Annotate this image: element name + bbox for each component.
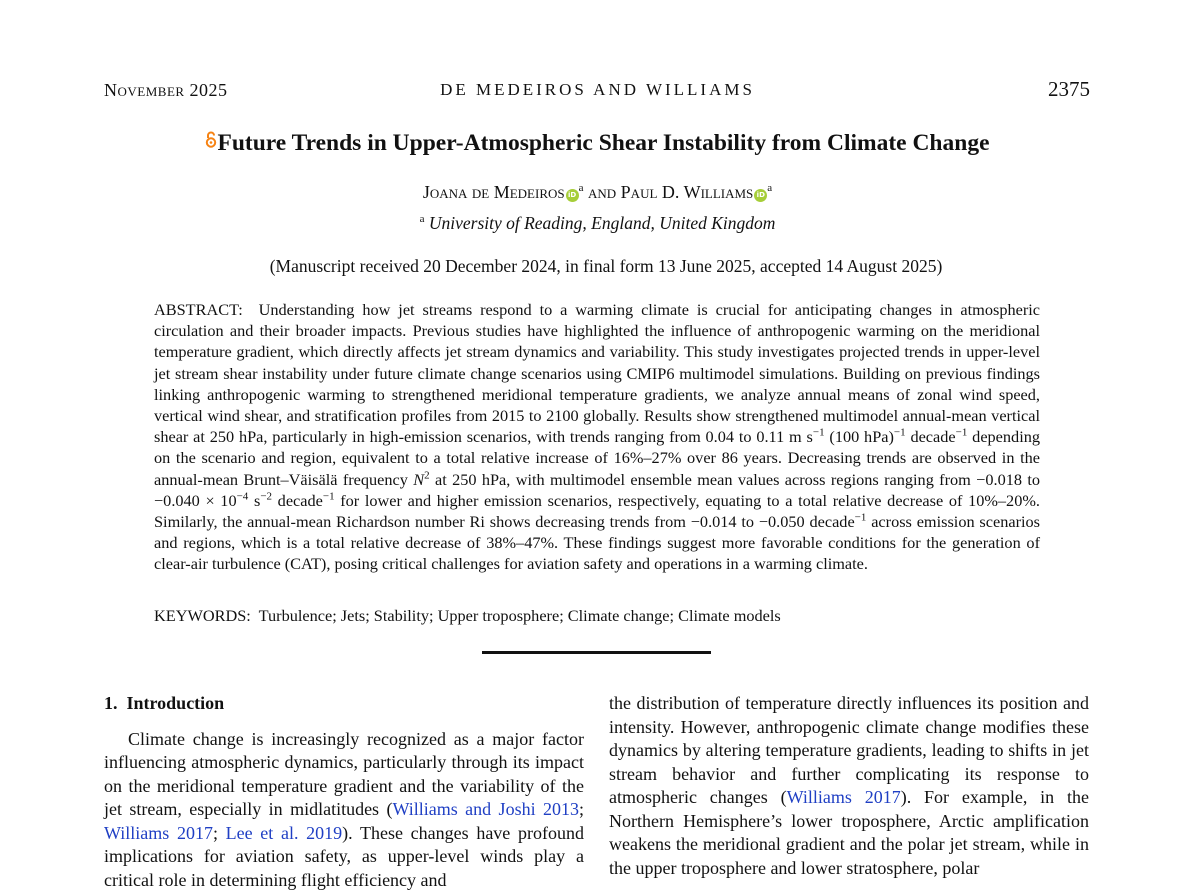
abstract xyxy=(154,299,1040,575)
abstract-text: for lower and higher emission scenarios, respectively, equating to a total relative decrease of 10%–20%. Similarly, the annual-mean Richardson number Ri shows decreasing trends from −0.014 to −0.050 decade xyxy=(154,491,1040,531)
abstract-text: decade xyxy=(272,491,323,510)
body-column-right xyxy=(609,692,1089,880)
page-number: 2375 xyxy=(1048,77,1090,102)
superscript: −2 xyxy=(260,490,272,502)
superscript: −4 xyxy=(237,490,249,502)
body-text: the distribution of temperature directly influences its position and intensity. However, anthropogenic climate change modifies these dynamics by altering temperature gradients, leading to shifts in jet stream behavior and further complicating its response to atmospheric changes ( xyxy=(609,693,1089,807)
superscript: 2 xyxy=(424,469,430,481)
paper-title-text: Future Trends in Upper-Atmospheric Shear Instability from Climate Change xyxy=(217,130,989,156)
author-name: Joana de Medeiros xyxy=(423,182,565,202)
section-title: Introduction xyxy=(127,693,225,713)
author-affiliation-mark: a xyxy=(767,182,772,194)
author-connector: and xyxy=(588,182,616,202)
affiliation-mark: a xyxy=(420,213,425,225)
manuscript-dates: (Manuscript received 20 December 2024, in final form 13 June 2025, accepted 14 August 2025) xyxy=(0,256,1200,277)
abstract-text: Understanding how jet streams respond to a warming climate is crucial for anticipating changes in atmospheric circulation and their broader impacts. Previous studies have highlighted the influence of anthropogenic warming on the meridional temperature gradient, which directly affects jet stream dynamics and variability. This study investigates projected trends in upper-level jet stream shear instability under future climate change scenarios using CMIP6 multimodel simulations. Building on previous findings linking anthropogenic warming to strengthened meridional temperature gradients, we analyze annual means of zonal wind speed, vertical wind shear, and stratification profiles from 2015 to 2100 globally. Results show strengthened multimodel annual-mean vertical shear at 250 hPa, particularly in high-emission scenarios, with trends ranging from 0.04 to 0.11 m s xyxy=(154,300,1040,446)
running-header-date: November 2025 xyxy=(104,80,228,101)
citation-link[interactable]: Williams 2017 xyxy=(787,787,901,807)
citation-link[interactable]: Lee et al. 2019 xyxy=(226,823,343,843)
keywords xyxy=(154,606,781,626)
body-text: ; xyxy=(579,799,584,819)
superscript: −1 xyxy=(956,427,968,439)
superscript: −1 xyxy=(323,490,335,502)
body-text: ). For example, in the Northern Hemisphere’s lower troposphere, Arctic amplification weakens the meridional gradient and the polar jet stream, while in the upper troposphere and lower stratosphere, polar xyxy=(609,787,1089,878)
author-affiliation-mark: a xyxy=(579,182,584,194)
citation-link[interactable]: Williams and Joshi 2013 xyxy=(392,799,579,819)
section-heading xyxy=(104,692,584,716)
abstract-text: depending on the scenario and region, equivalent to a total relative increase of 16%–27% over 86 years. Decreasing trends are observed in the annual-mean Brunt–Väisälä frequency xyxy=(154,427,1040,488)
keywords-text: Turbulence; Jets; Stability; Upper troposphere; Climate change; Climate models xyxy=(259,606,781,625)
body-text: ). These changes have profound implications for aviation safety, as upper-level winds play a critical role in determining flight efficiency and xyxy=(104,823,584,890)
running-header-authors: DE MEDEIROS AND WILLIAMS xyxy=(0,80,1195,100)
abstract-label: ABSTRACT: xyxy=(154,300,243,319)
paragraph xyxy=(609,692,1089,880)
paper-title xyxy=(0,130,1195,157)
keywords-label: KEYWORDS: xyxy=(154,606,251,625)
author-list xyxy=(0,182,1195,203)
abstract-text: (100 hPa) xyxy=(825,427,894,446)
body-column-left xyxy=(104,692,584,892)
orcid-icon[interactable]: iD xyxy=(566,189,579,202)
author-name: Paul D. Williams xyxy=(621,182,754,202)
symbol-n: N xyxy=(413,470,424,489)
abstract-text: s xyxy=(248,491,260,510)
abstract-text: decade xyxy=(906,427,956,446)
superscript: −1 xyxy=(894,427,906,439)
section-number: 1. xyxy=(104,693,118,713)
superscript: −1 xyxy=(855,512,867,524)
section-divider xyxy=(482,651,711,654)
citation-link[interactable]: Williams 2017 xyxy=(104,823,213,843)
abstract-text: at 250 hPa, with multimodel ensemble mean values across regions ranging from −0.018 to −0.040 × 10 xyxy=(154,470,1040,510)
affiliation xyxy=(0,213,1195,234)
paragraph xyxy=(104,728,584,892)
body-text: Climate change is increasingly recognized as a major factor influencing atmospheric dynamics, particularly through its impact on the meridional temperature gradient and the variability of the jet stream, especially in midlatitudes ( xyxy=(104,729,584,820)
open-access-icon[interactable] xyxy=(205,131,217,148)
affiliation-text: University of Reading, England, United Kingdom xyxy=(429,213,776,233)
orcid-icon[interactable]: iD xyxy=(754,189,767,202)
abstract-text: across emission scenarios and regions, which is a total relative decrease of 38%–47%. These findings suggest more favorable conditions for the generation of clear-air turbulence (CAT), posing critical challenges for aviation safety and operations in a warming climate. xyxy=(154,512,1040,573)
superscript: −1 xyxy=(813,427,825,439)
body-text: ; xyxy=(213,823,226,843)
